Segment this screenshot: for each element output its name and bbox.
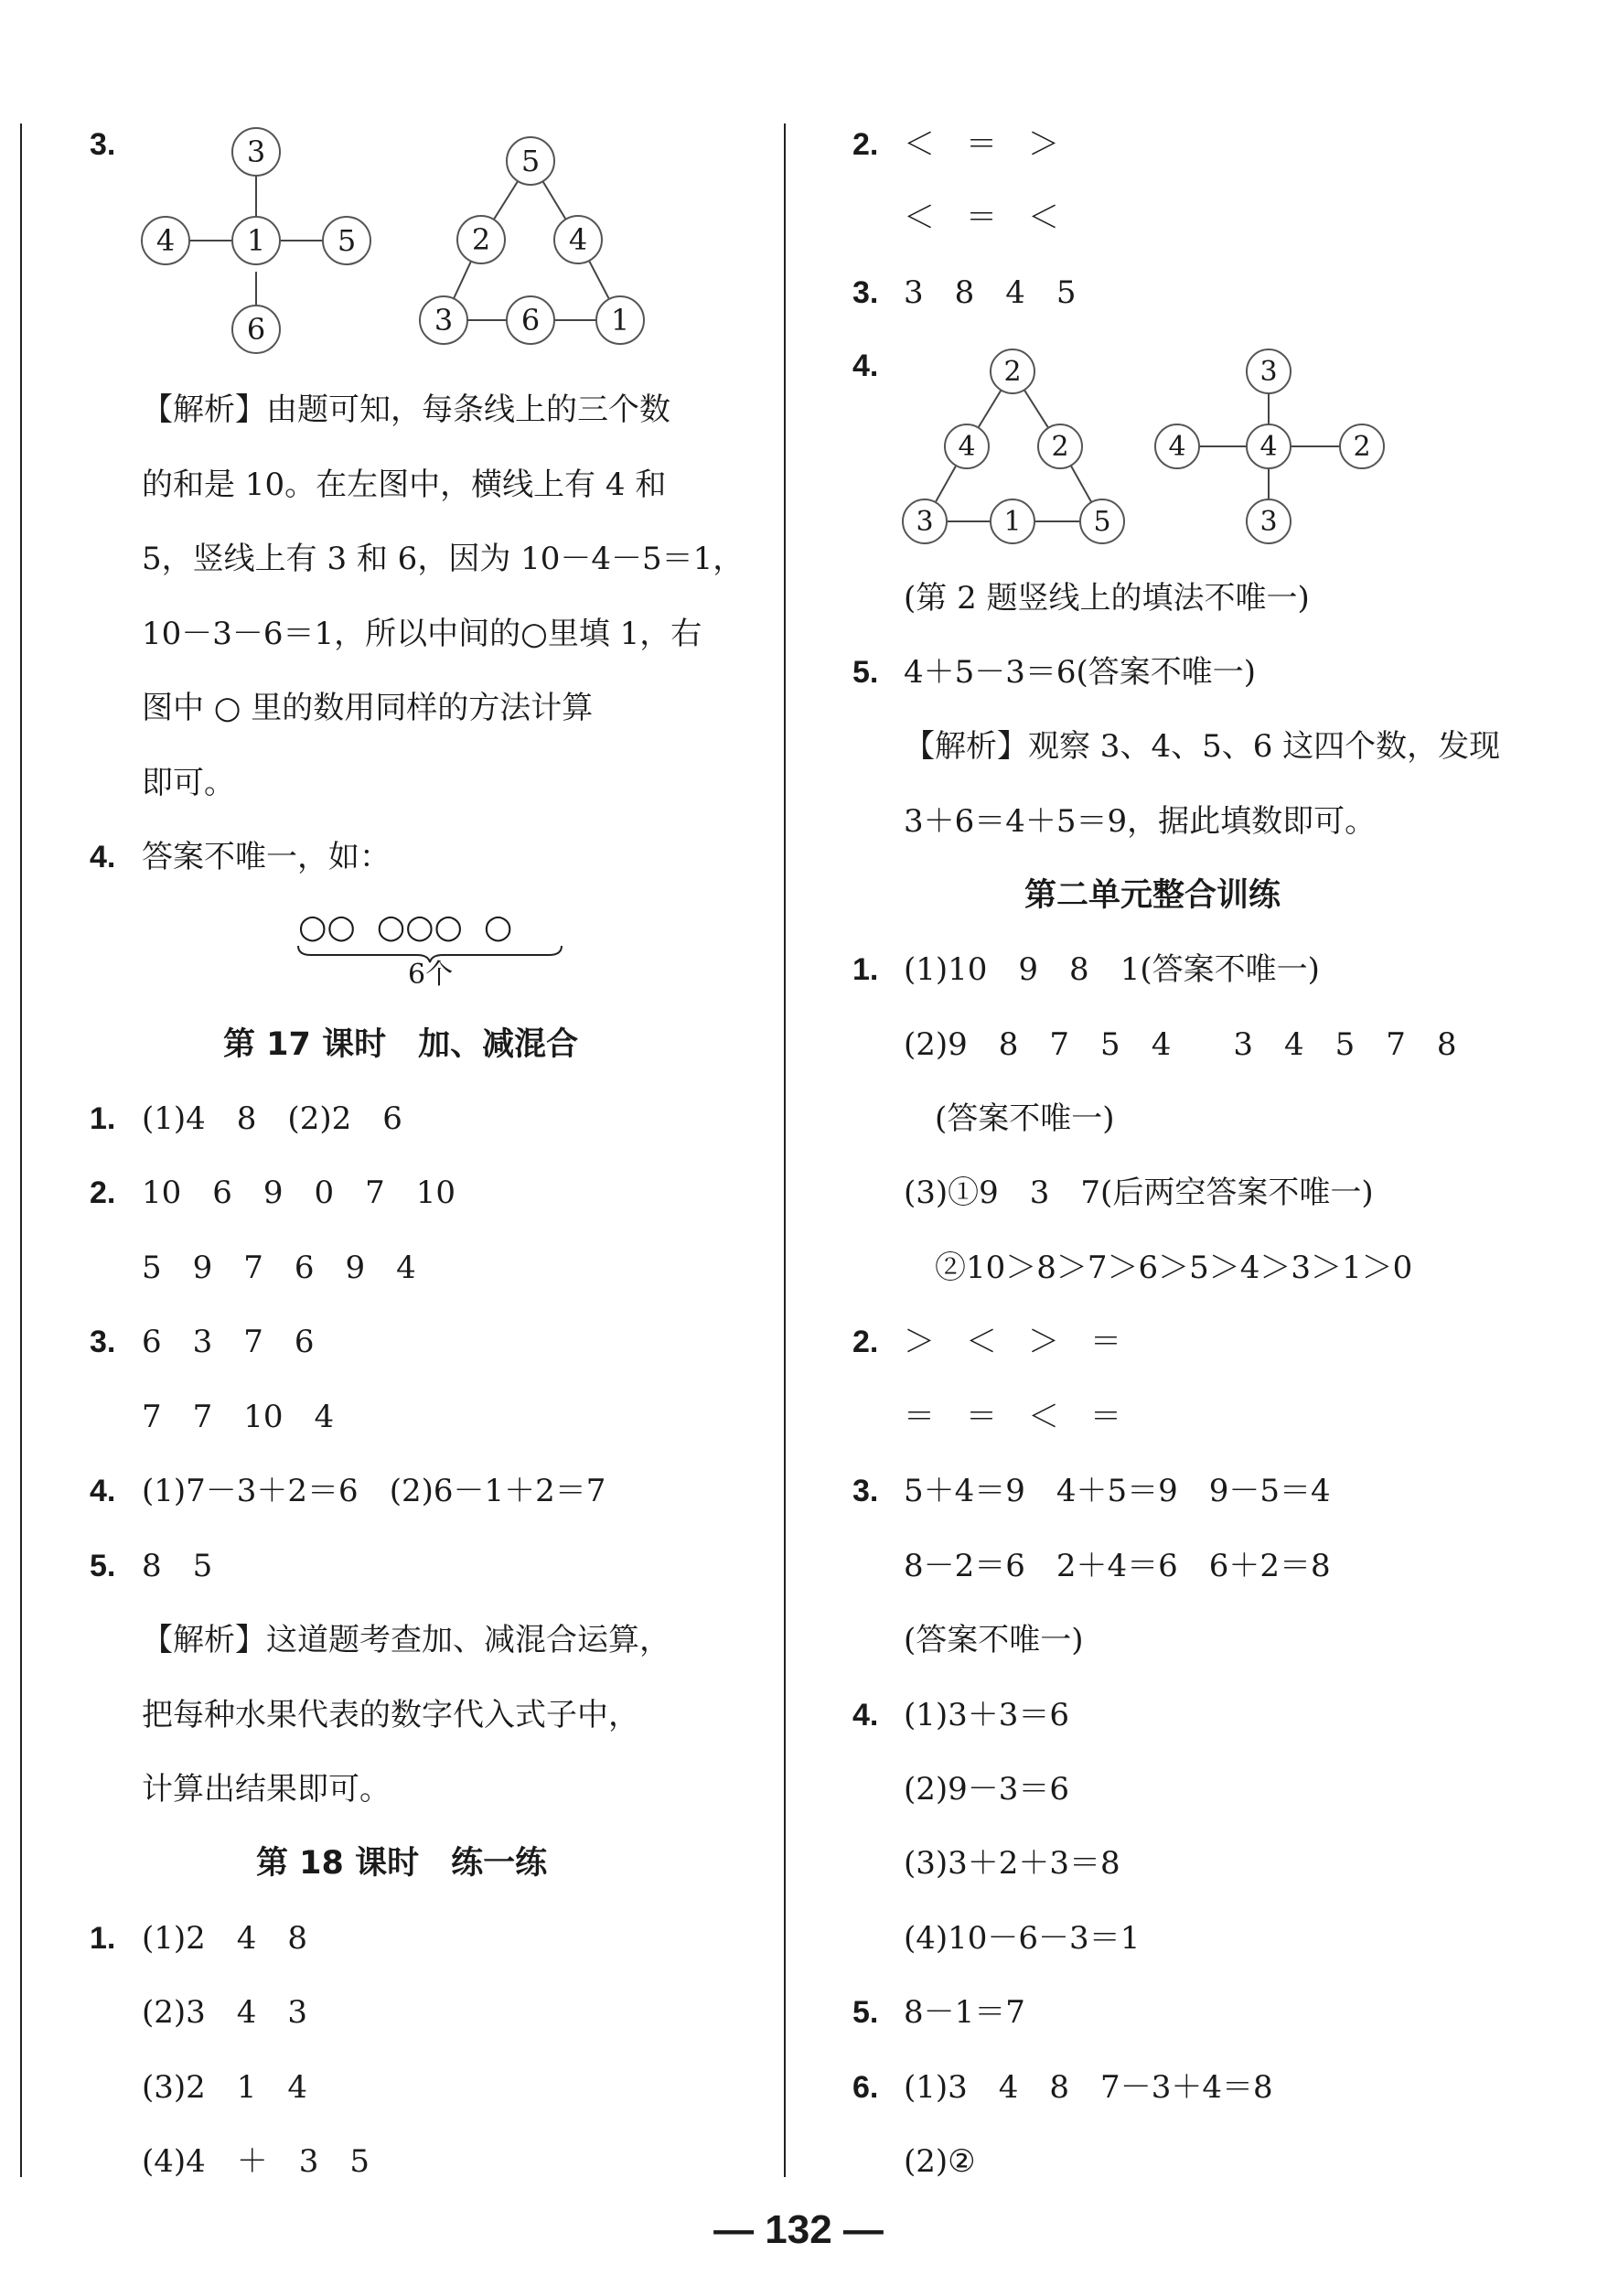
answer-text: ＜ ＝ ＜ [904,199,1059,236]
answer-text: (1)3 4 8 7－3＋4＝8 [904,2069,1273,2106]
answer-text: 7 7 10 4 [142,1399,335,1435]
circle-value: 4 [155,223,176,258]
answer-text: 答案不唯一，如： [142,839,391,875]
answer-text: (2)3 4 3 [142,1994,308,2031]
answer-text: (4)10－6－3＝1 [904,1920,1141,1957]
circle-value: 1 [610,303,630,338]
circle-value: 1 [1003,506,1022,538]
answer-text: ②10＞8＞7＞6＞5＞4＞3＞1＞0 [904,1250,1413,1286]
answer-text: (4)4 ＋ 3 5 [142,2143,370,2180]
circle-value: 2 [1003,356,1022,388]
circle-value: 1 [246,223,266,258]
circle-value: 2 [1353,431,1371,463]
question-number: 2. [90,1175,116,1210]
question-number: 3. [90,127,116,162]
question-number: 5. [852,1995,879,2030]
circle-groups: ○○ ○○○ ○ [298,908,513,946]
circle-value: 3 [1259,506,1278,538]
answer-text: 5＋4＝9 4＋5＝9 9－5＝4 [904,1473,1331,1509]
answer-text: (1)10 9 8 1(答案不唯一) [904,951,1320,988]
answer-text: ＞ ＜ ＞ ＝ [904,1324,1121,1360]
answer-text: (1)3＋3＝6 [904,1697,1070,1733]
answer-text: (答案不唯一) [904,1100,1115,1137]
answer-text: (1)4 8 (2)2 6 [142,1100,402,1137]
question-number: 1. [852,952,879,987]
answer-text: (答案不唯一) [904,1622,1084,1658]
answer-text: (2)9 8 7 5 4 3 4 5 7 8 [904,1026,1457,1063]
circle-value: 2 [1051,431,1069,463]
analysis-line: 【解析】由题可知，每条线上的三个数 [142,392,670,428]
answer-text: (3)2 1 4 [142,2069,308,2106]
left-margin-rule [20,123,22,2177]
answer-text: 3 8 4 5 [904,274,1077,311]
circle-value: 5 [520,144,541,178]
circle-value: 3 [246,134,266,169]
circle-value: 4 [1259,431,1278,463]
answer-note: (第 2 题竖线上的填法不唯一) [904,580,1310,617]
brace-label: 6个 [408,959,454,991]
answer-text: (1)7－3＋2＝6 (2)6－1＋2＝7 [142,1473,606,1509]
circle-value: 3 [916,506,934,538]
answer-text: (2)② [904,2143,976,2180]
circle-value: 4 [568,222,588,257]
question-number: 6. [852,2070,879,2105]
circle-value: 4 [1168,431,1186,463]
question-number: 2. [852,1325,879,1359]
cross-diagram-left [128,119,393,366]
question-number: 4. [852,1698,879,1733]
section-title: 第 18 课时 练一练 [256,1845,548,1882]
circle-value: 4 [958,431,976,463]
analysis-line: 3＋6＝4＋5＝9，据此填数即可。 [904,803,1377,840]
question-number: 4. [90,1474,116,1508]
analysis-line: 计算出结果即可。 [142,1771,391,1808]
question-number: 3. [90,1325,116,1359]
answer-text: 10 6 9 0 7 10 [142,1175,456,1211]
cross-diagram-right [1148,338,1404,558]
answer-text: 8－2＝6 2＋4＝6 6＋2＝8 [904,1548,1331,1584]
answer-text: 8－1＝7 [904,1994,1025,2031]
analysis-line: 把每种水果代表的数字代入式子中， [142,1697,639,1733]
question-number: 4. [852,349,879,383]
question-number: 3. [852,1474,879,1508]
answer-text: ＝ ＝ ＜ ＝ [904,1399,1121,1435]
answer-text: (2)9－3＝6 [904,1771,1070,1808]
question-number: 1. [90,1101,116,1136]
answer-text: ＜ ＝ ＞ [904,126,1059,163]
analysis-line: 【解析】这道题考查加、减混合运算， [142,1622,670,1658]
circle-value: 5 [337,223,357,258]
circle-value: 3 [434,303,454,338]
answer-text: 6 3 7 6 [142,1324,315,1360]
analysis-line: 图中 ○ 里的数用同样的方法计算 [142,690,594,726]
analysis-line: 10－3－6＝1，所以中间的○里填 1，右 [142,616,702,652]
circle-value: 6 [520,303,541,338]
circle-value: 5 [1093,506,1111,538]
circle-value: 6 [246,312,266,347]
circle-value: 3 [1259,356,1278,388]
column-divider [784,123,786,2177]
answer-text: 4＋5－3＝6(答案不唯一) [904,654,1257,691]
question-number: 3. [852,275,879,310]
question-number: 5. [90,1549,116,1583]
question-number: 2. [852,127,879,162]
question-number: 4. [90,840,116,874]
answer-text: (3)①9 3 7(后两空答案不唯一) [904,1175,1374,1211]
answer-text: 5 9 7 6 9 4 [142,1250,416,1286]
section-title: 第二单元整合训练 [1024,877,1281,914]
question-number: 5. [852,655,879,690]
analysis-line: 【解析】观察 3、4、5、6 这四个数，发现 [904,728,1501,765]
question-number: 1. [90,1921,116,1956]
section-title: 第 17 课时 加、减混合 [223,1026,579,1063]
answer-text: 8 5 [142,1548,213,1584]
answer-text: (1)2 4 8 [142,1920,308,1957]
analysis-line: 的和是 10。在左图中，横线上有 4 和 [142,467,667,503]
triangle-diagram-right [892,338,1139,558]
page-number: — 132 — [713,2207,884,2252]
triangle-diagram-left [412,128,668,357]
circle-value: 2 [471,222,491,257]
answer-text: (3)3＋2＋3＝8 [904,1845,1120,1882]
analysis-line: 5，竖线上有 3 和 6，因为 10－4－5＝1， [142,541,745,577]
analysis-line: 即可。 [142,765,235,801]
